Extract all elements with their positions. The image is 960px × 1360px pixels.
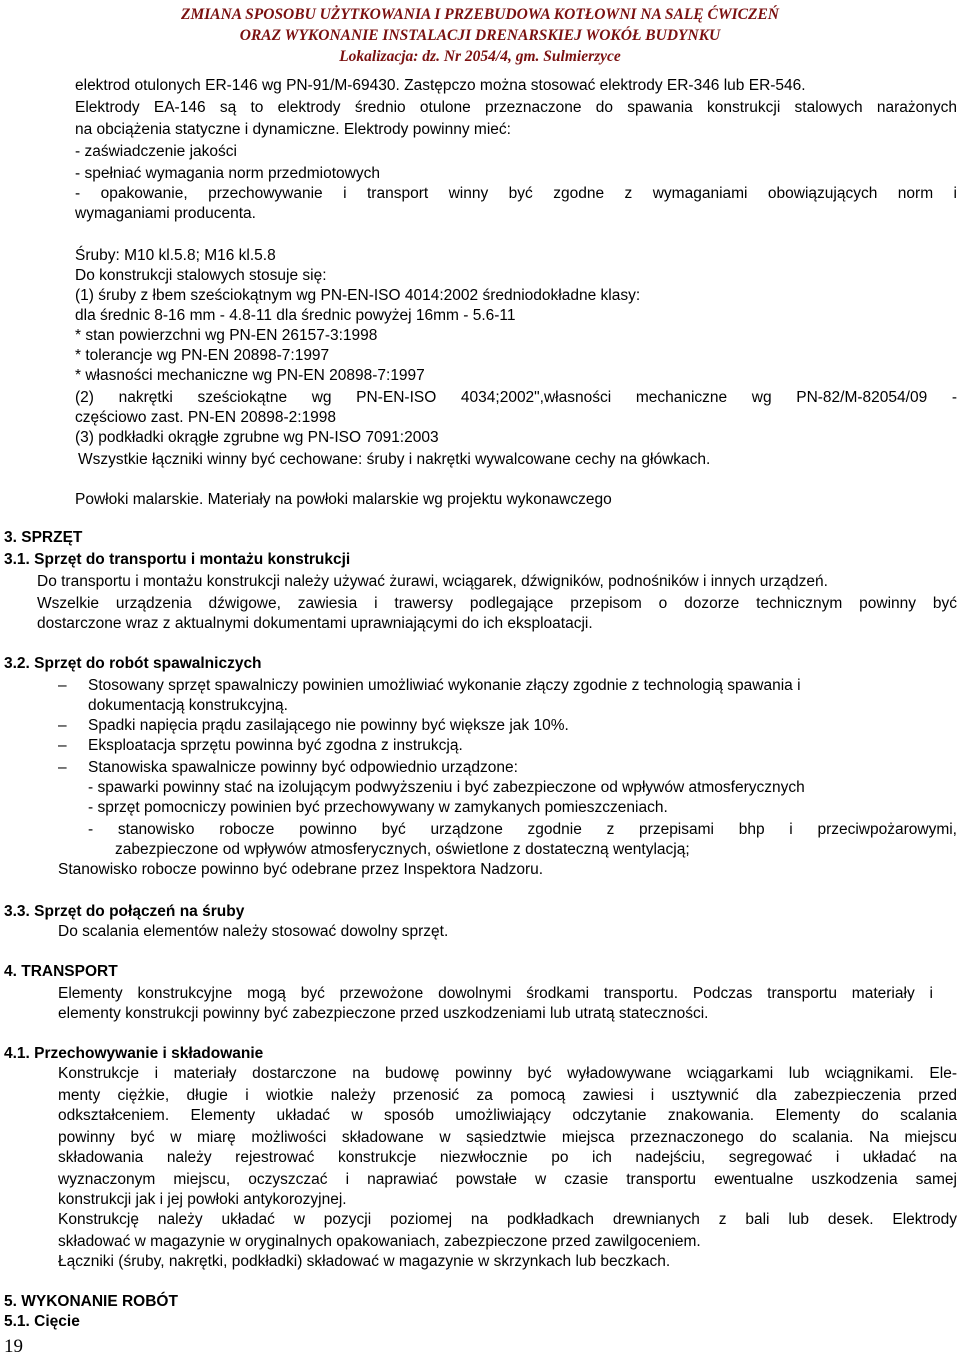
text-line: konstrukcji jak i jej powłoki antykorozyjnej. — [58, 1191, 347, 1208]
text-line: na obciążenia statyczne i dynamiczne. Elektrody powinny mieć: — [75, 121, 511, 138]
text-line: Do scalania elementów należy stosować dowolny sprzęt. — [58, 923, 449, 940]
text-line: zabezpieczone od wpływów atmosferycznych, oświetlone z dostateczną wentylacją; — [115, 841, 690, 858]
list-item: - zaświadczenie jakości — [75, 143, 237, 160]
text-line: odkształceniem. Elementy układać w sposób umożliwiający odczytanie znakowania. Elementy do scalania — [58, 1107, 957, 1124]
text-line: Stanowisko robocze powinno być odebrane przez Inspektora Nadzoru. — [58, 861, 544, 878]
bullet-dash: – — [58, 737, 67, 754]
text-line: elementy konstrukcji powinny być zabezpieczone przed uszkodzeniami lub utratą stateczności. — [58, 1005, 709, 1022]
section-heading: 4. TRANSPORT — [4, 963, 118, 980]
header-line-2: ORAZ WYKONANIE INSTALACJI DRENARSKIEJ WOKÓŁ BUDYNKU — [239, 27, 721, 44]
text-line: (1) śruby z łbem sześciokątnym wg PN-EN-ISO 4014:2002 średniodokładne klasy: — [75, 287, 641, 304]
text-line: wymaganiami producenta. — [75, 205, 256, 222]
section-heading: 3. SPRZĘT — [4, 529, 83, 546]
text-line: Konstrukcje i materiały dostarczone na budowę powinny być wyładowywane wciągarkami lub wciągnikami. Ele- — [58, 1065, 957, 1082]
text-line: elektrod otulonych ER-146 wg PN-91/M-69430. Zastępczo można stosować elektrody ER-346 lub ER-546. — [75, 77, 806, 94]
list-item: - stanowisko robocze powinno być urządzone zgodnie z przepisami bhp i przeciwpożarowymi, — [88, 821, 957, 838]
section-heading: 5.1. Cięcie — [4, 1313, 80, 1330]
text-line: Do konstrukcji stalowych stosuje się: — [75, 267, 327, 284]
text-line: (3) podkładki okrągłe zgrubne wg PN-ISO 7091:2003 — [75, 429, 439, 446]
text-line: wyznaczonym miejscu, oczyszczać i naprawiać powstałe w czasie transportu ewentualne uszkodzenia samej — [58, 1171, 957, 1188]
text-line: * tolerancje wg PN-EN 20898-7:1997 — [75, 347, 330, 364]
list-item: - sprzęt pomocniczy powinien być przechowywany w zamykanych pomieszczeniach. — [88, 799, 668, 816]
text-line: dla średnic 8-16 mm - 4.8-11 dla średnic powyżej 16mm - 5.6-11 — [75, 307, 516, 324]
document-header — [0, 4, 960, 67]
section-heading: 3.3. Sprzęt do połączeń na śruby — [4, 903, 245, 920]
list-item: - spełniać wymagania norm przedmiotowych — [75, 165, 380, 182]
bullet-dash: – — [58, 677, 67, 694]
list-item: - opakowanie, przechowywanie i transport winny być zgodne z wymaganiami obowiązujących norm i — [75, 185, 957, 202]
bullet-text: Spadki napięcia prądu zasilającego nie powinny być większe jak 10%. — [88, 717, 569, 734]
header-line-1: ZMIANA SPOSOBU UŻYTKOWANIA I PRZEBUDOWA KOTŁOWNI NA SALĘ ĆWICZEŃ — [180, 6, 779, 23]
section-heading: 3.1. Sprzęt do transportu i montażu konstrukcji — [4, 551, 351, 568]
bullet-text: Stosowany sprzęt spawalniczy powinien umożliwiać wykonanie złączy zgodnie z technologią spawania i — [88, 677, 801, 694]
text-line: Elektrody EA-146 są to elektrody średnio otulone przeznaczone do spawania konstrukcji stalowych narażonych — [75, 99, 957, 116]
text-line: dostarczone wraz z aktualnymi dokumentami uprawniającymi do ich eksploatacji. — [37, 615, 593, 632]
header-line-3: Lokalizacja: dz. Nr 2054/4, gm. Sulmierzyce — [339, 48, 621, 65]
page-number: 19 — [4, 1336, 23, 1357]
text-line: dokumentacją konstrukcyjną. — [88, 697, 288, 714]
bullet-text: Stanowiska spawalnicze powinny być odpowiednio urządzone: — [88, 759, 518, 776]
text-line: Konstrukcję należy układać w pozycji poziomej na podkładkach drewnianych z bali lub desek. Elektrody — [58, 1211, 957, 1228]
text-line: Śruby: M10 kl.5.8; M16 kl.5.8 — [75, 247, 276, 264]
section-heading: 3.2. Sprzęt do robót spawalniczych — [4, 655, 262, 672]
text-line: * stan powierzchni wg PN-EN 26157-3:1998 — [75, 327, 378, 344]
text-line: składować w magazynie w oryginalnych opakowaniach, zabezpieczone przed zawilgoceniem. — [58, 1233, 701, 1250]
section-heading: 5. WYKONANIE ROBÓT — [4, 1293, 178, 1310]
text-line: * własności mechaniczne wg PN-EN 20898-7:1997 — [75, 367, 425, 384]
section-heading: 4.1. Przechowywanie i składowanie — [4, 1045, 264, 1062]
text-line: częściowo zast. PN-EN 20898-2:1998 — [75, 409, 337, 426]
bullet-text: Eksploatacja sprzętu powinna być zgodna z instrukcją. — [88, 737, 463, 754]
text-line: menty ciężkie, długie i wiotkie należy przenosić za pomocą zawiesi i usztywnić dla zabezpieczenia przed — [58, 1087, 957, 1104]
text-line: Powłoki malarskie. Materiały na powłoki malarskie wg projektu wykonawczego — [75, 491, 612, 508]
text-line: (2) nakrętki sześciokątne wg PN-EN-ISO 4034;2002",własności mechaniczne wg PN-82/M-82054/09 - — [75, 389, 957, 406]
text-line: Elementy konstrukcyjne mogą być przewożone dowolnymi środkami transportu. Podczas transportu materiały i — [58, 985, 933, 1002]
text-line: składowania należy rejestrować konstrukcje niezwłocznie po ich nadejściu, segregować i układać na — [58, 1149, 957, 1166]
list-item: - spawarki powinny stać na izolującym podwyższeniu i być zabezpieczone od wpływów atmosferycznych — [88, 779, 805, 796]
text-line: Wszelkie urządzenia dźwigowe, zawiesia i trawersy podlegające przepisom o dozorze technicznym powinny być — [37, 595, 957, 612]
text-line: powinny być w miarę możliwości składowane w sąsiedztwie miejsca przeznaczonego do scalania. Na miejscu — [58, 1129, 957, 1146]
bullet-dash: – — [58, 759, 67, 776]
text-line: Wszystkie łączniki winny być cechowane: śruby i nakrętki wywalcowane cechy na główkach. — [78, 451, 711, 468]
text-line: Do transportu i montażu konstrukcji należy używać żurawi, wciągarek, dźwigników, podnośników i innych urządzeń. — [37, 573, 828, 590]
text-line: Łączniki (śruby, nakrętki, podkładki) składować w magazynie w skrzynkach lub beczkach. — [58, 1253, 671, 1270]
bullet-dash: – — [58, 717, 67, 734]
